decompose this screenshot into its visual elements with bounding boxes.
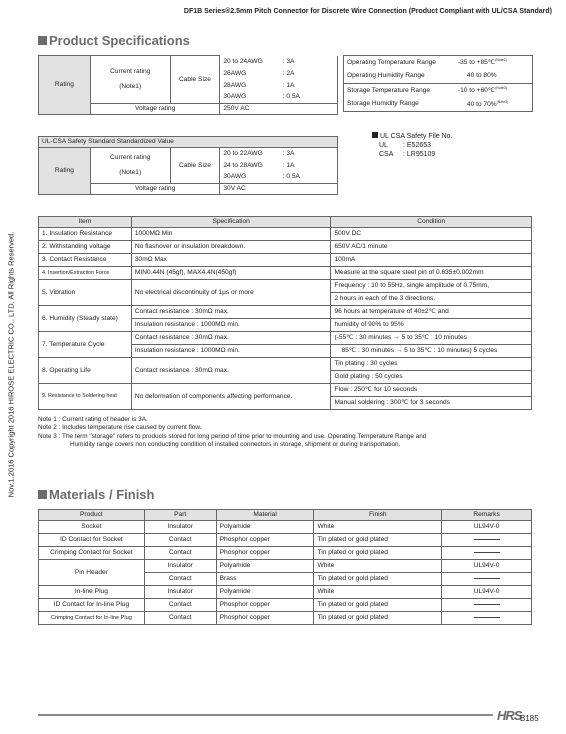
spec-spec-line: Contact resistance : 30mΩ max. bbox=[134, 366, 229, 374]
materials-remarks: UL94V-0 bbox=[442, 586, 532, 599]
ul-file-box bbox=[372, 132, 453, 159]
materials-finish: Tin plated or gold plated bbox=[314, 573, 442, 586]
op-temp-value: -35 to +85℃$^{(Note2)}$ bbox=[455, 56, 533, 70]
spec-cond-line: 650V AC/1 minute bbox=[334, 243, 388, 250]
ul-awg-value: 20 to 22AWG bbox=[223, 149, 263, 157]
spec-spec-cell bbox=[131, 280, 331, 306]
materials-remarks bbox=[442, 599, 532, 612]
cable-size-label: Cable Size bbox=[170, 56, 220, 104]
ul-file-ul: UL : E52653 bbox=[379, 141, 432, 149]
materials-material: Phosphor copper bbox=[216, 547, 314, 560]
spec-row bbox=[39, 358, 532, 384]
spec-spec-cell bbox=[131, 358, 331, 384]
materials-material: Polyamide bbox=[216, 586, 314, 599]
spec-row bbox=[39, 332, 532, 358]
square-bullet-icon bbox=[38, 490, 47, 499]
materials-finish: White bbox=[314, 586, 442, 599]
materials-product: Socket bbox=[39, 521, 145, 534]
op-humidity-label: Operating Humidity Range bbox=[344, 70, 455, 84]
spec-cond-cell bbox=[331, 280, 532, 306]
amp-value: : 2A bbox=[280, 68, 338, 80]
materials-product: In-line Plug bbox=[39, 586, 145, 599]
spec-spec-line: No electrical discontinuity of 1μs or more bbox=[134, 288, 254, 296]
spec-item: 4. Insertion/Extraction Force bbox=[39, 267, 132, 280]
spec-spec-cell bbox=[131, 267, 331, 280]
spec-item: 1. Insulation Resistance bbox=[39, 228, 132, 241]
note-line: Note 1 : Current rating of header is 3A. bbox=[38, 416, 148, 423]
spec-spec-cell bbox=[131, 228, 331, 241]
note-line: Humidity range covers non conducting condition of installed connectors in storage, shipment or during transportation. bbox=[70, 440, 401, 448]
storage-humidity-value: 40 to 70%$^{(Note3)}$ bbox=[455, 98, 533, 112]
ul-current-rating-cell: Current rating (Note1) bbox=[90, 148, 170, 184]
materials-product: Pin Header bbox=[39, 560, 145, 586]
op-temp-label: Operating Temperature Range bbox=[344, 56, 455, 70]
materials-header-cell: Remarks bbox=[442, 510, 532, 521]
spec-item: 2. Withstanding voltage bbox=[39, 241, 132, 254]
spec-spec-cell bbox=[131, 306, 331, 332]
amp-value: : 0.5A bbox=[280, 92, 338, 104]
spec-spec-cell bbox=[131, 384, 331, 410]
spec-cond-cell bbox=[331, 267, 532, 280]
spec-cond-line: Tin plating : 30 cycles bbox=[334, 360, 398, 367]
dash-icon bbox=[474, 578, 500, 579]
materials-material: Polyamide bbox=[216, 560, 314, 573]
spec-cond-cell bbox=[331, 332, 532, 358]
hrs-logo: HRS bbox=[497, 708, 522, 723]
materials-product: ID Contact for In-line Plug bbox=[39, 599, 145, 612]
spec-cond-line: (-55℃ : 30 minutes → 5 to 35℃ : 10 minutes bbox=[334, 334, 467, 341]
materials-header-cell: Finish bbox=[314, 510, 442, 521]
spec-item: 7. Temperature Cycle bbox=[39, 332, 132, 358]
storage-temp-label: Storage Temperature Range bbox=[344, 84, 455, 98]
section-title-product-specs bbox=[38, 33, 190, 48]
spec-cond-line: 100mA bbox=[334, 256, 356, 263]
rating-table bbox=[38, 55, 338, 115]
materials-header-cell: Part bbox=[144, 510, 216, 521]
ul-awg-value: 30AWG bbox=[223, 173, 247, 181]
materials-finish: Tin plated or gold plated bbox=[314, 534, 442, 547]
spec-spec-cell bbox=[131, 254, 331, 267]
note-line: Note 3 : The term "storage" refers to products stored for long period of time prior to mounting and use. Operating Temperature Range and bbox=[38, 432, 427, 440]
materials-finish: White bbox=[314, 521, 442, 534]
spec-header-cell: Specification bbox=[131, 217, 331, 228]
spec-cond-line: Gold plating : 50 cycles bbox=[331, 370, 531, 383]
ul-awg-value: 24 to 28AWG bbox=[223, 161, 263, 169]
ul-amp-value: : 0.5A bbox=[280, 172, 338, 184]
spec-cond-cell bbox=[331, 358, 532, 384]
spec-cond-cell bbox=[331, 254, 532, 267]
materials-header-cell: Product bbox=[39, 510, 145, 521]
materials-part: Insulator bbox=[144, 560, 216, 573]
spec-spec-line: 30mΩ Max bbox=[134, 256, 167, 263]
ul-amp-value: : 3A bbox=[280, 148, 338, 160]
spec-row bbox=[39, 241, 532, 254]
spec-spec-line: 1000MΩ Min bbox=[134, 230, 173, 237]
amp-value: : 1A bbox=[280, 80, 338, 92]
spec-cond-cell bbox=[331, 241, 532, 254]
spec-item: 8. Operating Life bbox=[39, 358, 132, 384]
ul-file-csa: CSA : LR95109 bbox=[379, 150, 436, 158]
spec-header-cell: Condition bbox=[331, 217, 532, 228]
materials-row bbox=[39, 547, 532, 560]
materials-finish: Tin plated or gold plated bbox=[314, 547, 442, 560]
awg-value: 30AWG bbox=[223, 93, 247, 101]
spec-row bbox=[39, 254, 532, 267]
amp-value: : 3A bbox=[280, 56, 338, 68]
materials-material: Brass bbox=[216, 573, 314, 586]
materials-part: Insulator bbox=[144, 586, 216, 599]
spec-row bbox=[39, 267, 532, 280]
page-header: DF1B Series®2.5mm Pitch Connector for Discrete Wire Connection (Product Compliant with UL/CSA Standard) bbox=[183, 8, 552, 15]
spec-item: 9. Resistance to Soldering heat bbox=[39, 384, 132, 410]
awg-value: 28AWG bbox=[223, 81, 247, 89]
ul-rating-label: Rating bbox=[39, 148, 91, 195]
materials-material: Phosphor copper bbox=[216, 534, 314, 547]
spec-cond-line: 2 hours in each of the 3 directions. bbox=[331, 292, 531, 305]
op-humidity-value: 40 to 80% bbox=[455, 70, 533, 84]
spec-cond-line: 96 hours at temperature of 40±2℃ and bbox=[334, 308, 449, 315]
environment-table bbox=[343, 55, 533, 112]
awg-value: 20 to 24AWG bbox=[223, 57, 263, 65]
spec-cond-line: Manual soldering : 300℃ for 3 seconds bbox=[331, 396, 531, 409]
ul-table-title: UL-CSA Safety Standard Standardized Value bbox=[39, 137, 338, 148]
spec-cond-cell bbox=[331, 228, 532, 241]
spec-spec-line: Insulation resistance : 1000MΩ min. bbox=[132, 318, 331, 331]
spec-cond-line: 85℃ : 30 minutes → 5 to 35℃ : 10 minutes) 5 cycles bbox=[331, 344, 531, 357]
materials-part: Contact bbox=[144, 573, 216, 586]
copyright-side-text: Nov.1.2016 Copyright 2016 HIROSE ELECTRIC CO., LTD. All Rights Reserved. bbox=[6, 231, 16, 498]
spec-row bbox=[39, 280, 532, 306]
spec-spec-line: Contact resistance : 30mΩ max. bbox=[134, 308, 229, 315]
voltage-rating-label: Voltage rating bbox=[90, 104, 220, 115]
page-number: B185 bbox=[520, 714, 539, 723]
spec-item: 6. Humidity (Steady state) bbox=[39, 306, 132, 332]
section-title-text: Product Specifications bbox=[49, 33, 190, 48]
materials-part: Contact bbox=[144, 534, 216, 547]
materials-row bbox=[39, 586, 532, 599]
spec-spec-cell bbox=[131, 332, 331, 358]
spec-spec-line: MIN0.44N (45gf), MAX4.4N(450gf) bbox=[134, 269, 237, 276]
ul-cable-size-label: Cable Size bbox=[170, 148, 220, 184]
spec-cond-cell bbox=[331, 306, 532, 332]
spec-spec-cell bbox=[131, 241, 331, 254]
materials-remarks: UL94V-0 bbox=[442, 560, 532, 573]
ul-voltage-rating-value: 30V AC bbox=[220, 184, 338, 195]
spec-cond-line: Flow : 250℃ for 10 seconds bbox=[334, 386, 418, 393]
materials-part: Insulator bbox=[144, 521, 216, 534]
awg-value: 26AWG bbox=[223, 69, 247, 77]
spec-spec-line: Insulation resistance : 1000MΩ min. bbox=[132, 344, 331, 357]
materials-row bbox=[39, 599, 532, 612]
materials-product: Crimping Contact for Socket bbox=[39, 547, 145, 560]
square-bullet-icon bbox=[372, 132, 378, 138]
spec-cond-line: Measure at the square steel pin of 0.635±0.002mm bbox=[334, 269, 484, 276]
materials-material: Polyamide bbox=[216, 521, 314, 534]
materials-row bbox=[39, 560, 532, 573]
spec-spec-line: Contact resistance : 30mΩ max. bbox=[134, 334, 229, 341]
materials-part: Contact bbox=[144, 599, 216, 612]
current-rating-cell: Current rating (Note1) bbox=[90, 56, 170, 104]
materials-part: Contact bbox=[144, 547, 216, 560]
materials-header-cell: Material bbox=[216, 510, 314, 521]
spec-cond-cell bbox=[331, 384, 532, 410]
spec-row bbox=[39, 228, 532, 241]
materials-material: Phosphor copper bbox=[216, 612, 314, 625]
materials-remarks bbox=[442, 534, 532, 547]
spec-cond-line: Frequency : 10 to 55Hz, single amplitude of 0.75mm, bbox=[334, 282, 490, 289]
materials-row bbox=[39, 521, 532, 534]
spec-cond-line: 500V DC bbox=[334, 230, 362, 237]
spec-spec-line: No flashover or insulation breakdown. bbox=[134, 243, 246, 250]
dash-icon bbox=[474, 552, 500, 553]
spec-row bbox=[39, 306, 532, 332]
ul-file-title: UL CSA Safety File No. bbox=[372, 132, 453, 142]
materials-remarks: UL94V-0 bbox=[442, 521, 532, 534]
rating-label: Rating bbox=[39, 56, 91, 115]
storage-temp-value: -10 to +60℃$^{(Note3)}$ bbox=[455, 84, 533, 98]
materials-row bbox=[39, 534, 532, 547]
voltage-rating-value: 250V AC bbox=[220, 104, 338, 115]
materials-remarks bbox=[442, 612, 532, 625]
section-title-materials bbox=[38, 487, 154, 502]
materials-product: ID Contact for Socket bbox=[39, 534, 145, 547]
spec-item: 3. Contact Resistance bbox=[39, 254, 132, 267]
spec-header-cell: Item bbox=[39, 217, 132, 228]
materials-material: Phosphor copper bbox=[216, 599, 314, 612]
materials-finish: Tin plated or gold plated bbox=[314, 599, 442, 612]
materials-product: Crimping Contact for In-line Plug bbox=[39, 612, 145, 625]
materials-remarks bbox=[442, 573, 532, 586]
note-line: Note 2 : Includes temperature rise caused by current flow. bbox=[38, 424, 202, 432]
square-bullet-icon bbox=[38, 36, 47, 45]
footer-rule bbox=[38, 714, 493, 716]
dash-icon bbox=[474, 617, 500, 618]
ul-voltage-rating-label: Voltage rating bbox=[90, 184, 220, 195]
materials-remarks bbox=[442, 547, 532, 560]
spec-cond-line: humidity of 90% to 95% bbox=[331, 318, 531, 331]
spec-spec-line: No deformation of components affecting performance. bbox=[134, 392, 293, 400]
storage-humidity-label: Storage Humidity Range bbox=[344, 98, 455, 112]
materials-row bbox=[39, 612, 532, 625]
notes bbox=[38, 416, 538, 449]
ul-csa-table bbox=[38, 136, 338, 195]
dash-icon bbox=[474, 539, 500, 540]
materials-finish: Tin plated or gold plated bbox=[314, 612, 442, 625]
ul-amp-value: : 1A bbox=[280, 160, 338, 172]
materials-finish: White bbox=[314, 560, 442, 573]
spec-row bbox=[39, 384, 532, 410]
spec-item: 5. Vibration bbox=[39, 280, 132, 306]
section-title-text: Materials / Finish bbox=[49, 487, 155, 502]
materials-table bbox=[38, 509, 532, 625]
dash-icon bbox=[474, 604, 500, 605]
spec-table bbox=[38, 216, 532, 410]
materials-part: Contact bbox=[144, 612, 216, 625]
